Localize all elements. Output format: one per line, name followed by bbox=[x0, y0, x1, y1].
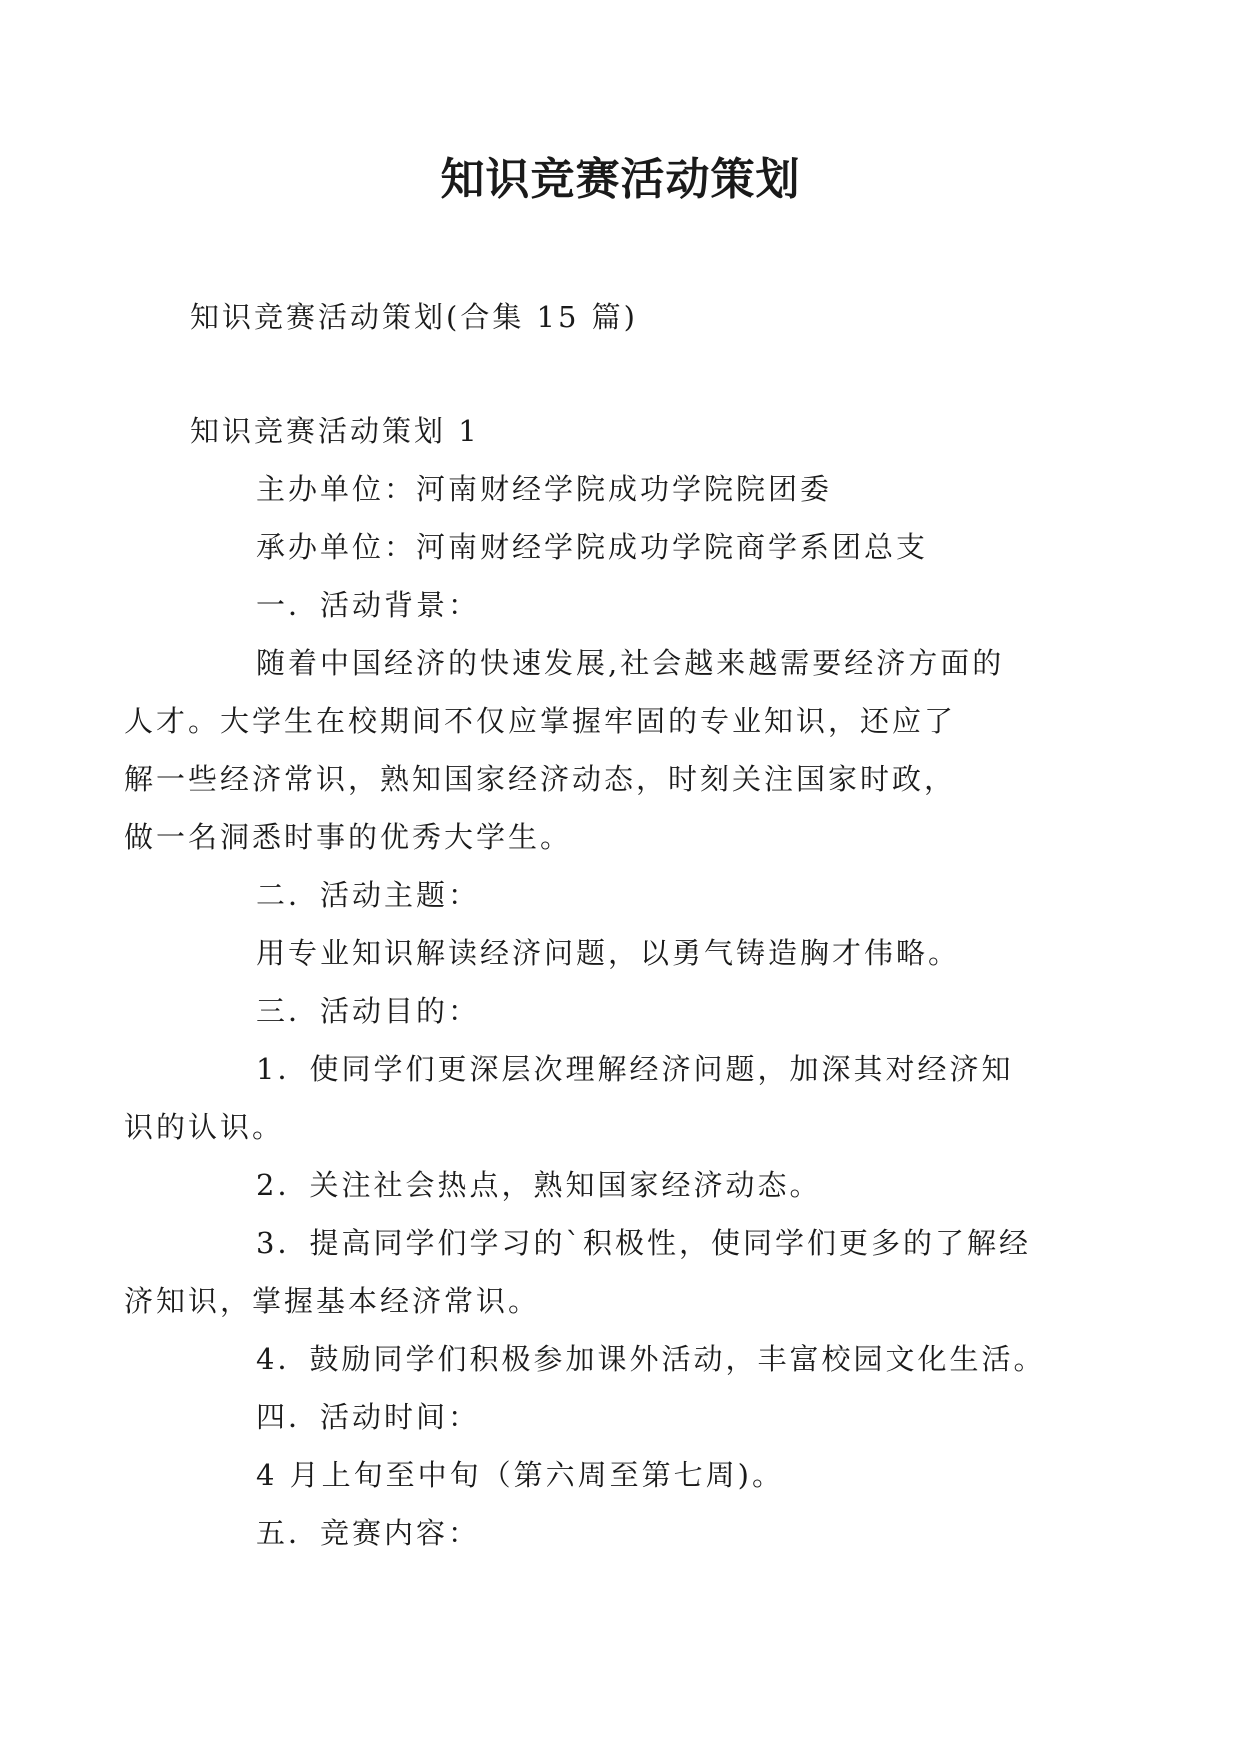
paragraph-line: 四．活动时间： bbox=[256, 1400, 481, 1434]
paragraph-line: 一．活动背景： bbox=[256, 588, 481, 622]
paragraph-line: 2．关注社会热点，熟知国家经济动态。 bbox=[256, 1168, 822, 1202]
paragraph bbox=[190, 982, 1070, 1040]
paragraph-line: 五．竞赛内容： bbox=[256, 1516, 481, 1550]
paragraph bbox=[124, 1214, 1070, 1330]
paragraph-line: 做一名洞悉时事的优秀大学生。 bbox=[124, 820, 573, 854]
paragraph-line: 3．提高同学们学习的`积极性，使同学们更多的了解经 bbox=[256, 1226, 1031, 1260]
paragraph bbox=[190, 576, 1070, 634]
document-subtitle: 知识竞赛活动策划(合集 15 篇) bbox=[190, 300, 638, 334]
paragraph bbox=[190, 1156, 1070, 1214]
paragraph-line: 解一些经济常识，熟知国家经济动态，时刻关注国家时政， bbox=[124, 762, 957, 796]
paragraph-line: 人才。大学生在校期间不仅应掌握牢固的专业知识，还应了 bbox=[124, 704, 957, 738]
document-title: 知识竞赛活动策划 bbox=[440, 154, 801, 205]
paragraph-line: 二．活动主题： bbox=[256, 878, 481, 912]
section-heading: 知识竞赛活动策划 1 bbox=[190, 414, 480, 448]
paragraph bbox=[190, 866, 1070, 924]
document-body bbox=[124, 460, 1070, 1562]
paragraph-line: 济知识，掌握基本经济常识。 bbox=[124, 1284, 541, 1318]
paragraph-line: 识的认识。 bbox=[124, 1110, 285, 1144]
paragraph-line: 随着中国经济的快速发展,社会越来越需要经济方面的 bbox=[256, 646, 1005, 680]
paragraph bbox=[190, 1504, 1070, 1562]
paragraph bbox=[190, 460, 1070, 518]
paragraph-line: 主办单位：河南财经学院成功学院院团委 bbox=[256, 472, 833, 506]
paragraph bbox=[190, 518, 1070, 576]
paragraph bbox=[124, 1040, 1070, 1156]
paragraph-line: 三．活动目的： bbox=[256, 994, 481, 1028]
paragraph bbox=[190, 924, 1070, 982]
paragraph-line: 承办单位：河南财经学院成功学院商学系团总支 bbox=[256, 530, 929, 564]
paragraph bbox=[190, 1388, 1070, 1446]
paragraph bbox=[190, 1446, 1070, 1504]
paragraph bbox=[190, 1330, 1070, 1388]
paragraph-line: 用专业知识解读经济问题，以勇气铸造胸才伟略。 bbox=[256, 936, 961, 970]
paragraph-line: 4．鼓励同学们积极参加课外活动，丰富校园文化生活。 bbox=[256, 1342, 1046, 1376]
paragraph bbox=[124, 634, 1070, 866]
paragraph-line: 4 月上旬至中旬（第六周至第七周)。 bbox=[256, 1458, 784, 1492]
paragraph-line: 1．使同学们更深层次理解经济问题，加深其对经济知 bbox=[256, 1052, 1014, 1086]
